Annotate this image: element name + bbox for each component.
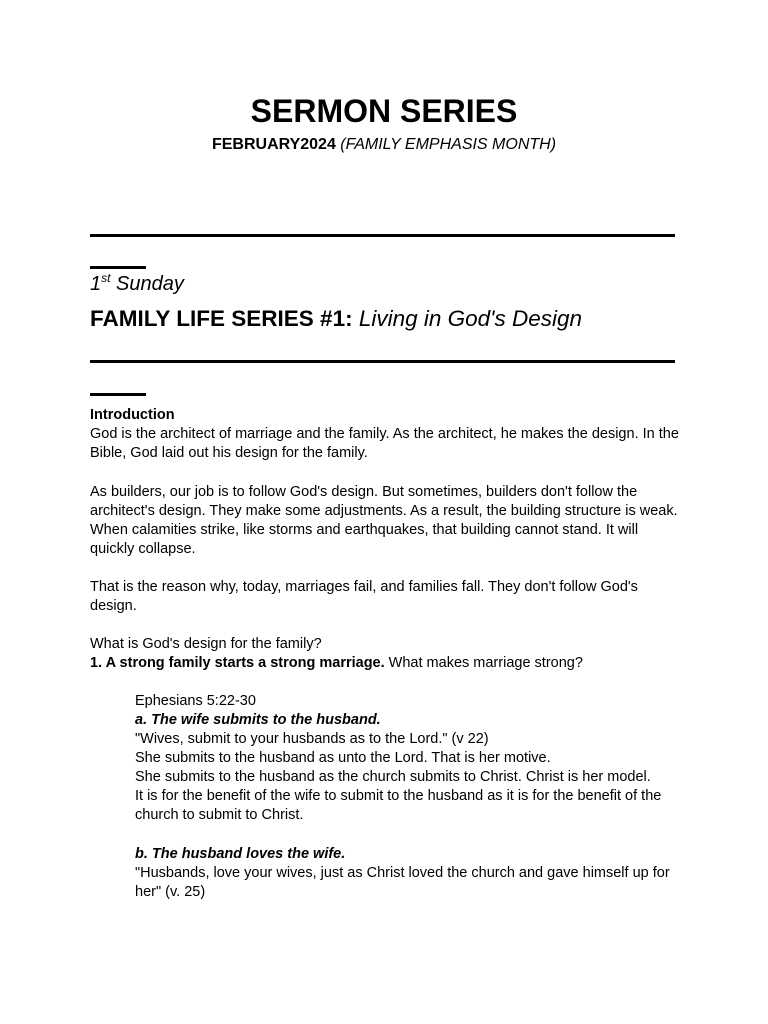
sunday-number: 1 (90, 273, 102, 295)
series-topic: Living in God's Design (358, 306, 583, 331)
sunday-heading (90, 272, 184, 298)
sub-point-a-line: It is for the benefit of the wife to submit to the husband as it is for the benefit of the church to submit to Christ. (135, 788, 662, 823)
document-subtitle (0, 135, 768, 155)
scripture-reference: Ephesians 5:22-30 (135, 693, 256, 709)
design-question: What is God's design for the family? (90, 636, 322, 652)
builders-section (90, 483, 680, 559)
sunday-suffix: st (101, 271, 111, 285)
sub-point-b-line: "Husbands, love your wives, just as Christ loved the church and gave himself up for her" (v. 25) (135, 865, 670, 900)
point-1 (90, 654, 680, 673)
series-label: FAMILY LIFE SERIES #1: (90, 306, 353, 331)
design-question-section (90, 635, 680, 673)
sub-point-a-heading: a. The wife submits to the husband. (135, 712, 381, 728)
sub-point-a-line: She submits to the husband as unto the Lord. That is her motive. (135, 750, 551, 766)
series-title (90, 305, 582, 332)
reason-paragraph: That is the reason why, today, marriages fail, and families fall. They don't follow God's design. (90, 579, 638, 614)
point-1-heading: 1. A strong family starts a strong marriage. (90, 655, 385, 671)
sub-point-a-line: "Wives, submit to your husbands as to the Lord." (v 22) (135, 731, 489, 747)
subtitle-emphasis: (FAMILY EMPHASIS MONTH) (340, 136, 557, 153)
divider-line-short (90, 393, 146, 396)
divider-line (90, 234, 675, 237)
divider-line-short (90, 266, 146, 269)
scripture-section-a (135, 692, 680, 825)
document-title: SERMON SERIES (250, 93, 518, 129)
builders-paragraph: As builders, our job is to follow God's design. But sometimes, builders don't follow the architect's design. They make some adjustments. As a result, the building structure is weak. When calamities strike, like storms and earthquakes, that building cannot stand. It will quickly collapse. (90, 484, 678, 557)
sub-point-a-line: She submits to the husband as the church submits to Christ. Christ is her model. (135, 769, 651, 785)
scripture-section-b (135, 845, 680, 902)
sub-point-b-heading: b. The husband loves the wife. (135, 846, 346, 862)
intro-paragraph: God is the architect of marriage and the family. As the architect, he makes the design. In the Bible, God laid out his design for the family. (90, 426, 679, 461)
divider-line (90, 360, 675, 363)
sunday-label: Sunday (116, 273, 184, 295)
introduction-heading: Introduction (90, 407, 175, 423)
reason-section (90, 578, 680, 616)
point-1-question: What makes marriage strong? (384, 655, 583, 671)
subtitle-month: FEBRUARY2024 (211, 136, 336, 153)
introduction-section (90, 406, 680, 463)
